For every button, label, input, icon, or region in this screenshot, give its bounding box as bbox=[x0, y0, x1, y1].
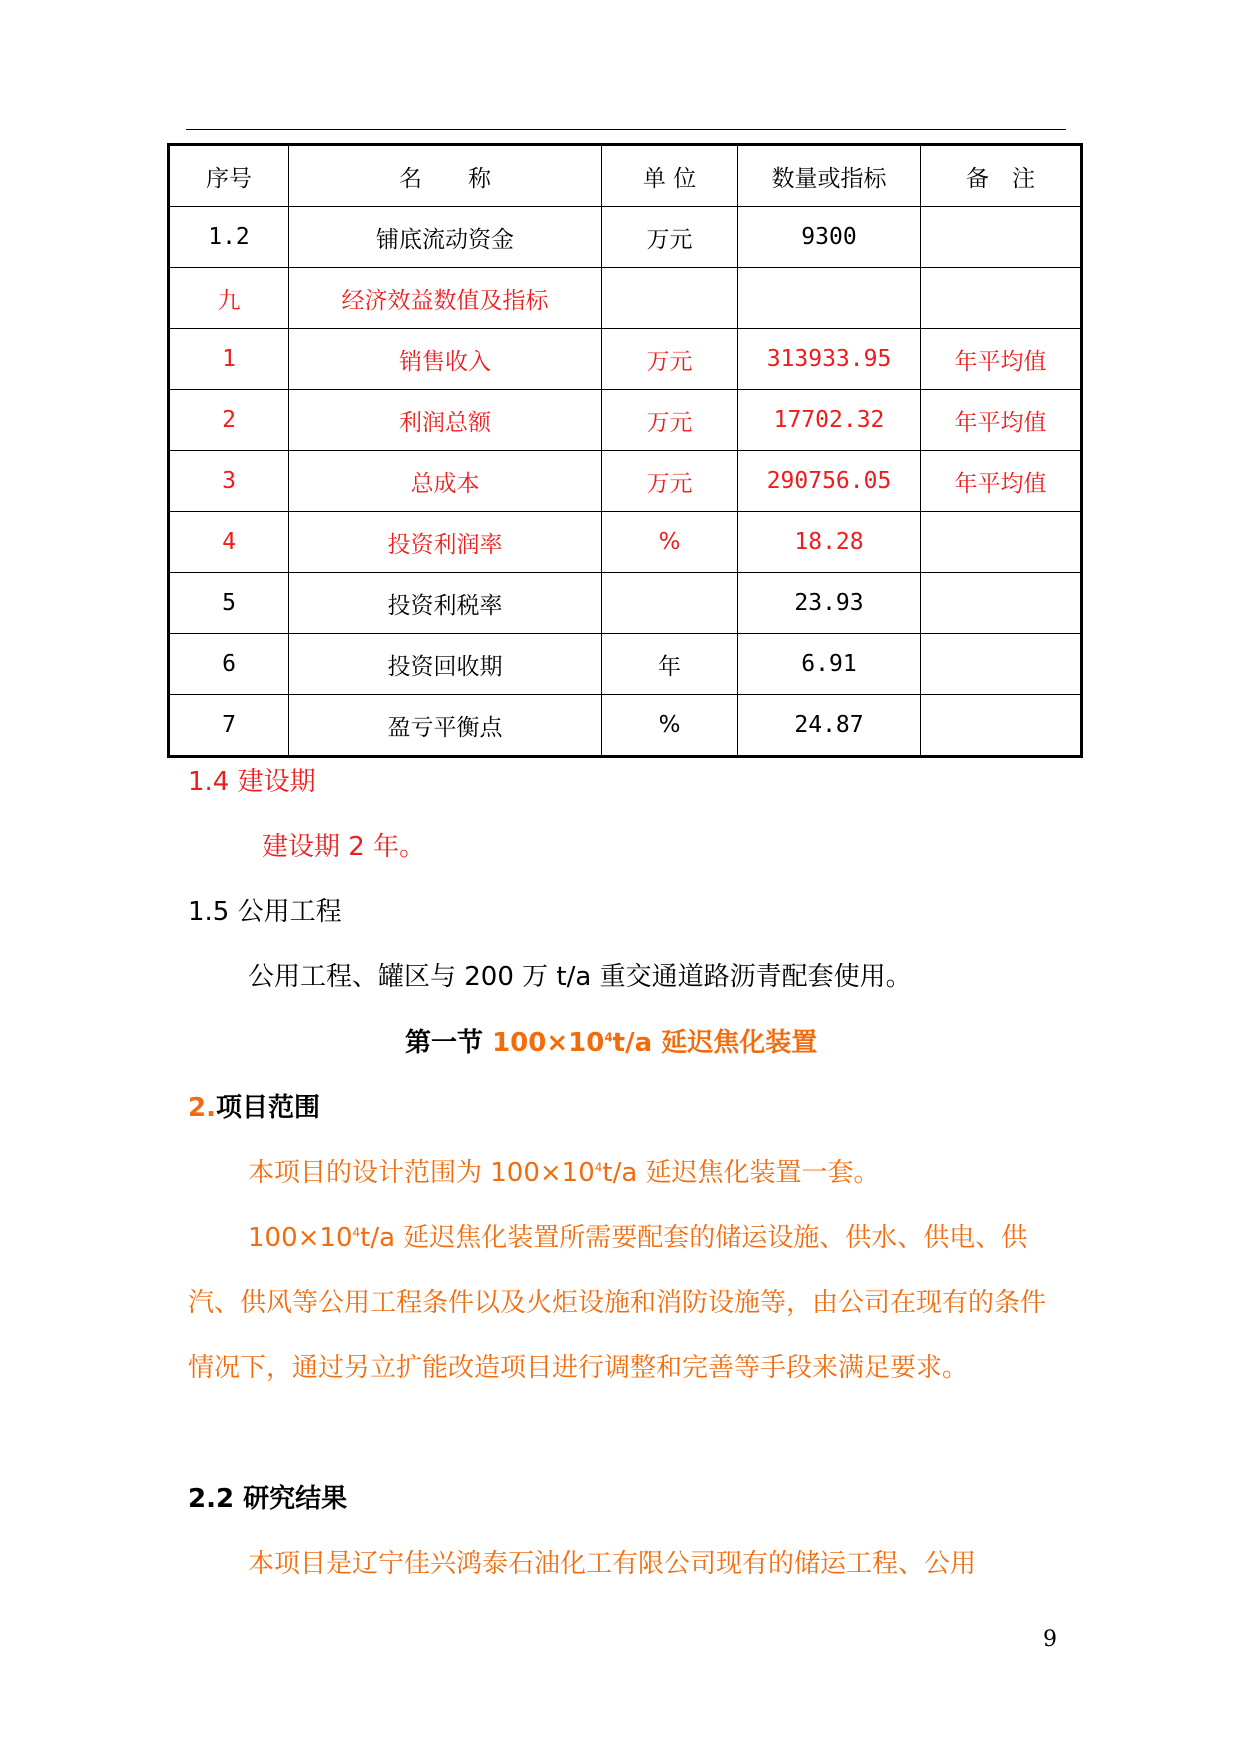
row-note bbox=[921, 268, 1082, 329]
row-note bbox=[921, 695, 1082, 757]
section-1-4-body: 建设期 2 年。 bbox=[262, 832, 426, 862]
indicator-table bbox=[167, 143, 1083, 758]
row-unit: 万元 bbox=[602, 329, 738, 390]
row-name: 利润总额 bbox=[289, 390, 602, 451]
row-note: 年平均值 bbox=[921, 451, 1082, 512]
row-name: 经济效益数值及指标 bbox=[289, 268, 602, 329]
row-note: 年平均值 bbox=[921, 390, 1082, 451]
row-no: 6 bbox=[169, 634, 289, 695]
header-unit: 单 位 bbox=[602, 145, 738, 207]
header-no: 序号 bbox=[169, 145, 289, 207]
row-value: 313933.95 bbox=[738, 329, 921, 390]
row-unit: % bbox=[602, 695, 738, 757]
section-2-2-heading: 2.2 研究结果 bbox=[188, 1484, 348, 1514]
row-no: 2 bbox=[169, 390, 289, 451]
table-row bbox=[169, 451, 1082, 512]
row-unit bbox=[602, 573, 738, 634]
row-no: 九 bbox=[169, 268, 289, 329]
row-no: 1.2 bbox=[169, 207, 289, 268]
table-header-row bbox=[169, 145, 1082, 207]
row-name: 投资利税率 bbox=[289, 573, 602, 634]
section-2-number: 2. bbox=[188, 1093, 216, 1123]
section-2-para-1: 本项目的设计范围为 $100\times 10^4t/a$ 延迟焦化装置一套。 bbox=[248, 1158, 880, 1188]
table-row bbox=[169, 329, 1082, 390]
row-unit bbox=[602, 268, 738, 329]
row-unit: 年 bbox=[602, 634, 738, 695]
row-unit: 万元 bbox=[602, 207, 738, 268]
row-no: 4 bbox=[169, 512, 289, 573]
row-name: 总成本 bbox=[289, 451, 602, 512]
row-value bbox=[738, 268, 921, 329]
row-value: 23.93 bbox=[738, 573, 921, 634]
row-name: 销售收入 bbox=[289, 329, 602, 390]
row-value: 17702.32 bbox=[738, 390, 921, 451]
row-name: 投资回收期 bbox=[289, 634, 602, 695]
header-name: 名 称 bbox=[289, 145, 602, 207]
section-1-4-heading: 1.4 建设期 bbox=[188, 767, 316, 797]
table-row bbox=[169, 512, 1082, 573]
page-number: 9 bbox=[1043, 1627, 1057, 1652]
row-value: 18.28 bbox=[738, 512, 921, 573]
row-name: 铺底流动资金 bbox=[289, 207, 602, 268]
table-row bbox=[169, 634, 1082, 695]
row-note bbox=[921, 512, 1082, 573]
row-unit: 万元 bbox=[602, 390, 738, 451]
row-value: 290756.05 bbox=[738, 451, 921, 512]
row-note bbox=[921, 207, 1082, 268]
header-rule bbox=[186, 129, 1066, 130]
section-title-highlight: $100\times 10^4t/a$ 延迟焦化装置 bbox=[492, 1028, 818, 1058]
section-2-para-2: $100\times 10^4t/a$ 延迟焦化装置所需要配套的储运设施、供水、供电、供汽、供风等公用工程条件以及火炬设施和消防设施等，由公司在现有的条件情况下，通过另立扩能改造项目进行调整和完善等手段来满足要求。 bbox=[188, 1223, 1047, 1383]
row-no: 1 bbox=[169, 329, 289, 390]
section-title bbox=[405, 1027, 817, 1059]
section-2-title: 项目范围 bbox=[215, 1093, 320, 1123]
header-note: 备 注 bbox=[921, 145, 1082, 207]
table-row bbox=[169, 695, 1082, 757]
table-row bbox=[169, 390, 1082, 451]
row-no: 5 bbox=[169, 573, 289, 634]
section-title-prefix: 第一节 bbox=[405, 1028, 493, 1058]
row-value: 9300 bbox=[738, 207, 921, 268]
section-2-heading bbox=[188, 1092, 320, 1124]
header-value: 数量或指标 bbox=[738, 145, 921, 207]
row-no: 3 bbox=[169, 451, 289, 512]
row-note bbox=[921, 573, 1082, 634]
row-name: 投资利润率 bbox=[289, 512, 602, 573]
table-row bbox=[169, 268, 1082, 329]
row-value: 24.87 bbox=[738, 695, 921, 757]
section-1-5-heading: 1.5 公用工程 bbox=[188, 897, 342, 927]
row-note bbox=[921, 634, 1082, 695]
row-note: 年平均值 bbox=[921, 329, 1082, 390]
table-row bbox=[169, 207, 1082, 268]
section-2-2-body: 本项目是辽宁佳兴鸿泰石油化工有限公司现有的储运工程、公用 bbox=[248, 1549, 977, 1579]
row-unit: % bbox=[602, 512, 738, 573]
row-name: 盈亏平衡点 bbox=[289, 695, 602, 757]
row-value: 6.91 bbox=[738, 634, 921, 695]
row-unit: 万元 bbox=[602, 451, 738, 512]
row-no: 7 bbox=[169, 695, 289, 757]
table-row bbox=[169, 573, 1082, 634]
section-1-5-body: 公用工程、罐区与 200 万 t/a 重交通道路沥青配套使用。 bbox=[248, 962, 912, 992]
